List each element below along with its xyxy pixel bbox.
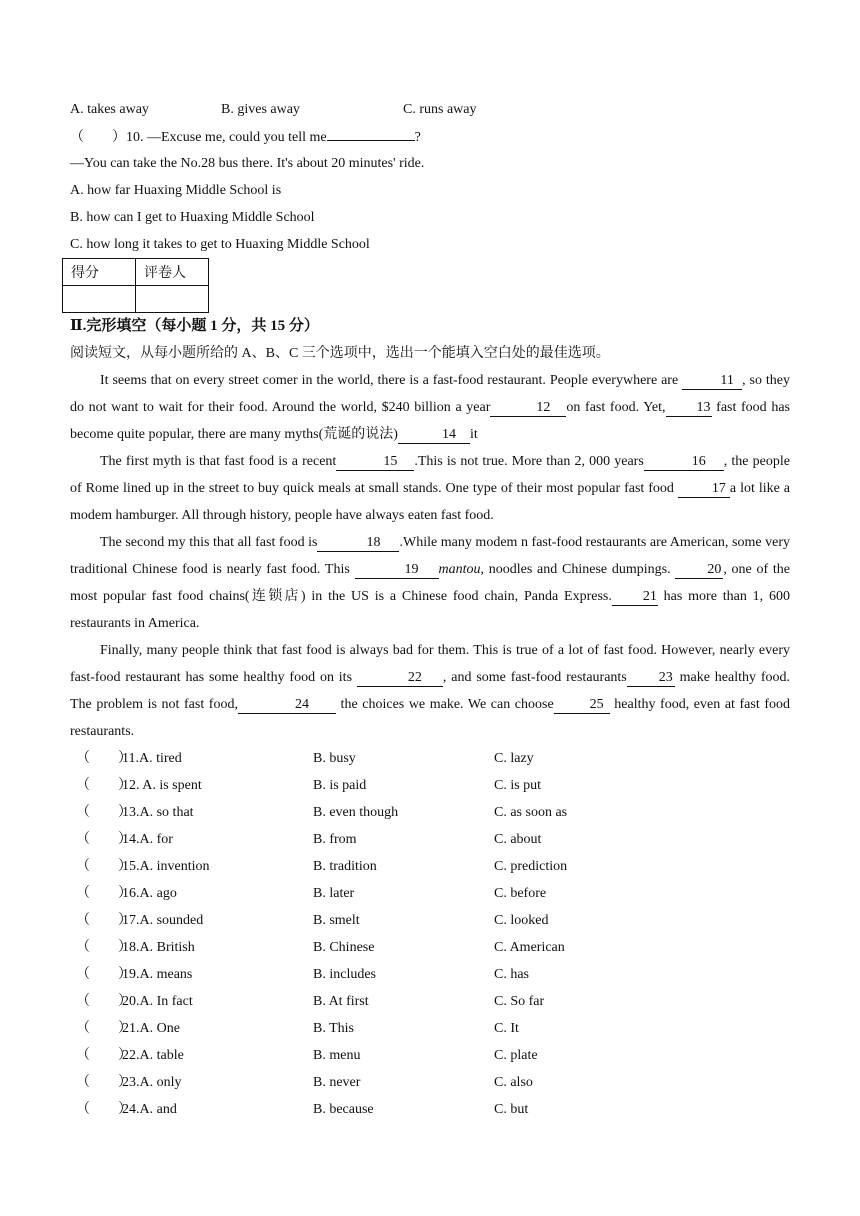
answer-paren: （ ）: [76, 778, 132, 793]
passage-text: on fast food. Yet,: [566, 400, 666, 415]
option-b: B. is paid: [313, 778, 367, 793]
blank-11: 11: [682, 372, 742, 390]
option-b: B. includes: [313, 967, 376, 982]
answer-paren: （ ）: [76, 994, 132, 1009]
question-row: [70, 907, 790, 934]
option-c: C. looked: [494, 913, 549, 928]
option-a: 22.A. table: [122, 1048, 184, 1063]
question-row: [70, 772, 790, 799]
document-page: [70, 96, 790, 1123]
option-b: B. busy: [313, 751, 356, 766]
passage-text: The first myth is that fast food is a recent: [100, 454, 337, 469]
passage-text: , the people of Rome lined up in the street to buy quick meals at small stands. One type of their most popular fast food: [70, 454, 790, 496]
option-b: B. from: [313, 832, 357, 847]
answer-paren: （ ）: [76, 967, 132, 982]
question-row: [70, 961, 790, 988]
passage-text: , one of the most popular fast food chains(连锁店) in the US is a Chinese food chain, Panda Express.: [70, 562, 790, 604]
option-c: C. has: [494, 967, 529, 982]
passage-paragraph-3: [70, 529, 790, 637]
q10-option-b: B. how can I get to Huaxing Middle School: [70, 210, 315, 225]
q9-option-a: A. takes away: [70, 102, 149, 117]
passage-italic-text: mantou: [438, 562, 481, 577]
passage-text: make healthy food. The problem is not fast food,: [70, 670, 791, 712]
passage-text: a lot like a modem hamburger. All through history, people have always eaten fast food.: [70, 481, 790, 523]
passage-text: .While many modem n fast-food restaurants are American, some very traditional Chinese food is nearly fast food. This: [70, 535, 790, 577]
passage-paragraph-2: [70, 448, 790, 529]
passage-text: Finally, many people think that fast food is always bad for them. This is true of a lot of fast food. However, nearly every fast-food restaurant has some healthy food on its: [70, 643, 790, 685]
passage-text: .This is not true. More than 2, 000 years: [414, 454, 644, 469]
option-a: 21.A. One: [122, 1021, 180, 1036]
blank-18: 18: [317, 534, 399, 552]
passage-text: healthy food, even at fast food restaurants.: [70, 697, 790, 739]
passage-paragraph-1: [70, 367, 790, 448]
option-a: 19.A. means: [122, 967, 193, 982]
passage-text: has more than 1, 600 restaurants in America.: [70, 589, 790, 631]
q10-stem: [70, 123, 790, 150]
question-row: [70, 826, 790, 853]
question-row: [70, 745, 790, 772]
score-cell: [63, 286, 136, 313]
option-b: B. At first: [313, 994, 369, 1009]
option-b: B. even though: [313, 805, 399, 820]
option-c: C. plate: [494, 1048, 538, 1063]
blank-13: 13: [666, 399, 712, 417]
section-instruction: 阅读短文，从每小题所给的 A、B、C 三个选项中，选出一个能填入空白处的最佳选项。: [70, 346, 610, 361]
option-a: 18.A. British: [122, 940, 195, 955]
option-a: 16.A. ago: [122, 886, 177, 901]
answer-paren: （ ）: [76, 859, 132, 874]
option-a: 14.A. for: [122, 832, 173, 847]
passage-text: fast food has become quite popular, there are many myths(荒诞的说法): [70, 400, 790, 442]
answer-paren: （ ）: [76, 1102, 132, 1117]
blank-17: 17: [678, 480, 730, 498]
option-c: C. prediction: [494, 859, 568, 874]
blank-15: 15: [336, 453, 414, 471]
option-c: C. It: [494, 1021, 519, 1036]
blank-19: 19: [355, 561, 439, 579]
q9-option-b: B. gives away: [221, 102, 300, 117]
blank-25: 25: [554, 696, 610, 714]
blank-21: 21: [612, 588, 658, 606]
option-b: B. This: [313, 1021, 354, 1036]
blank-20: 20: [675, 561, 723, 579]
passage-text: , and some fast-food restaurants: [442, 670, 627, 685]
option-c: C. lazy: [494, 751, 534, 766]
q10-stem-end: ?: [414, 130, 421, 145]
q10-paren: （ ）: [70, 130, 126, 145]
option-c: C. but: [494, 1102, 529, 1117]
option-a: 11.A. tired: [122, 751, 182, 766]
option-b: B. smelt: [313, 913, 360, 928]
option-b: B. because: [313, 1102, 374, 1117]
option-c: C. about: [494, 832, 542, 847]
question-list: [70, 745, 790, 1123]
question-row: [70, 1069, 790, 1096]
option-a: 24.A. and: [122, 1102, 177, 1117]
blank-22: 22: [357, 669, 443, 687]
q10-stem-text: 10. —Excuse me, could you tell me: [126, 130, 327, 145]
answer-paren: （ ）: [76, 1075, 132, 1090]
passage-text: the choices we make. We can choose: [335, 697, 554, 712]
option-a: 17.A. sounded: [122, 913, 204, 928]
option-b: B. later: [313, 886, 355, 901]
blank-16: 16: [644, 453, 724, 471]
score-header: 得分: [63, 259, 136, 286]
answer-paren: （ ）: [76, 751, 132, 766]
option-b: B. menu: [313, 1048, 361, 1063]
passage-paragraph-4: [70, 637, 790, 745]
answer-paren: （ ）: [76, 1021, 132, 1036]
option-a: 23.A. only: [122, 1075, 182, 1090]
grader-cell: [136, 286, 209, 313]
option-c: C. American: [494, 940, 565, 955]
answer-paren: （ ）: [76, 913, 132, 928]
q9-options: [70, 96, 790, 123]
blank-14: 14: [398, 426, 470, 444]
section-title: Ⅱ.完形填空（每小题 1 分，共 15 分）: [70, 318, 319, 334]
answer-paren: （ ）: [76, 1048, 132, 1063]
option-c: C. is put: [494, 778, 542, 793]
option-c: C. So far: [494, 994, 545, 1009]
option-b: B. Chinese: [313, 940, 375, 955]
answer-paren: （ ）: [76, 805, 132, 820]
score-table: [62, 258, 209, 313]
passage-text: The second my this that all fast food is: [100, 535, 318, 550]
q10-blank: [327, 123, 415, 141]
question-row: [70, 934, 790, 961]
question-row: [70, 1015, 790, 1042]
passage-text: , so they do not want to wait for their food. Around the world, $240 billion a year: [70, 373, 791, 415]
option-b: B. never: [313, 1075, 361, 1090]
option-a: 20.A. In fact: [122, 994, 193, 1009]
option-c: C. as soon as: [494, 805, 568, 820]
option-a: 13.A. so that: [122, 805, 194, 820]
answer-paren: （ ）: [76, 940, 132, 955]
q9-option-c: C. runs away: [403, 102, 477, 117]
answer-paren: （ ）: [76, 832, 132, 847]
blank-12: 12: [490, 399, 566, 417]
option-a: 15.A. invention: [122, 859, 210, 874]
answer-paren: （ ）: [76, 886, 132, 901]
option-c: C. before: [494, 886, 547, 901]
question-row: [70, 1096, 790, 1123]
blank-24: 24: [238, 696, 336, 714]
question-row: [70, 880, 790, 907]
option-a: 12. A. is spent: [122, 778, 202, 793]
option-b: B. tradition: [313, 859, 377, 874]
question-row: [70, 1042, 790, 1069]
question-row: [70, 799, 790, 826]
question-row: [70, 853, 790, 880]
q10-option-c: C. how long it takes to get to Huaxing Middle School: [70, 237, 370, 252]
question-row: [70, 988, 790, 1015]
passage-text: It seems that on every street comer in the world, there is a fast-food restaurant. People everywhere are: [100, 373, 683, 388]
q10-option-a: A. how far Huaxing Middle School is: [70, 183, 282, 198]
passage-text: , noodles and Chinese dumpings.: [480, 562, 676, 577]
blank-23: 23: [627, 669, 675, 687]
option-c: C. also: [494, 1075, 533, 1090]
passage-text: it: [469, 427, 478, 442]
q10-response: —You can take the No.28 bus there. It's about 20 minutes' ride.: [70, 156, 425, 171]
grader-header: 评卷人: [136, 259, 209, 286]
